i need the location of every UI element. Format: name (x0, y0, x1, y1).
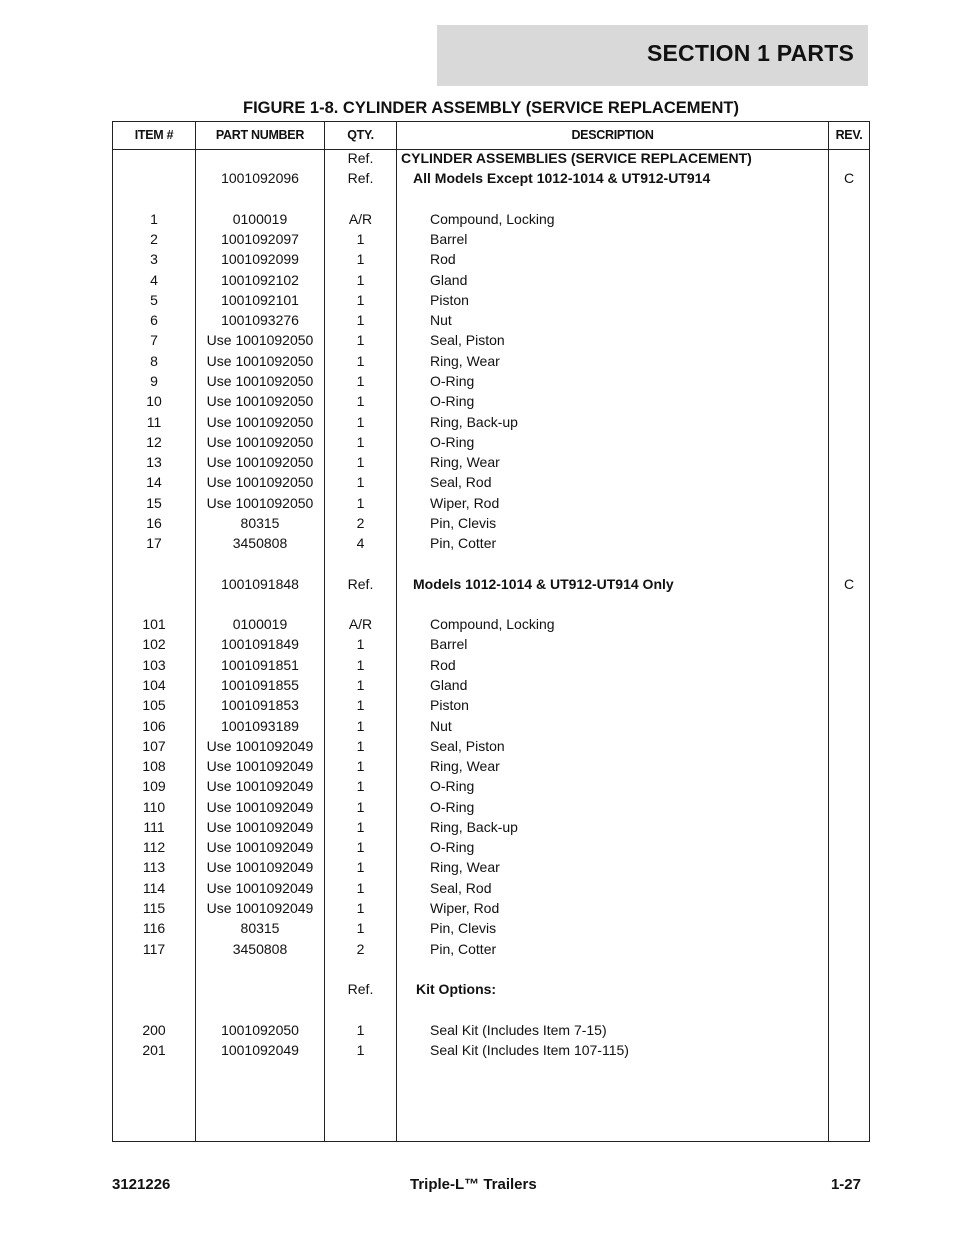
table-row (113, 412, 869, 432)
header-qty: QTY. (347, 128, 374, 142)
header-description: DESCRIPTION (571, 128, 654, 142)
part-number: Use 1001092050 (206, 433, 314, 450)
description: Nut (430, 312, 452, 329)
part-number: Use 1001092050 (206, 352, 314, 369)
description: O-Ring (430, 433, 475, 450)
item-number: 10 (146, 393, 162, 410)
part-number: Use 1001092050 (206, 372, 314, 389)
description: Ring, Wear (430, 454, 500, 471)
item-number: 6 (150, 312, 158, 329)
description: Nut (430, 717, 452, 734)
table-row (113, 614, 869, 634)
table-row (113, 330, 869, 350)
table-row (113, 513, 869, 533)
description: Ring, Back-up (430, 818, 518, 835)
item-number: 105 (142, 697, 166, 714)
description: Models 1012-1014 & UT912-UT914 Only (413, 575, 674, 592)
quantity: Ref. (347, 575, 374, 592)
quantity: 1 (356, 656, 365, 673)
table-row (113, 878, 869, 898)
item-number: 201 (142, 1041, 166, 1058)
part-number: 1001093189 (221, 717, 299, 734)
description: O-Ring (430, 372, 475, 389)
item-number: 16 (146, 514, 162, 531)
description: Seal Kit (Includes Item 107-115) (430, 1041, 629, 1058)
quantity: 1 (356, 818, 365, 835)
quantity: 1 (356, 271, 365, 288)
description: O-Ring (430, 839, 475, 856)
table-row (113, 351, 869, 371)
quantity: 4 (356, 535, 365, 552)
part-number: Use 1001092049 (206, 778, 314, 795)
description: Piston (430, 291, 469, 308)
part-number: 1001092102 (221, 271, 299, 288)
quantity: Ref. (347, 150, 374, 166)
description: O-Ring (430, 798, 475, 815)
item-number: 101 (142, 616, 166, 633)
part-number: 1001091849 (221, 636, 299, 653)
description: Gland (430, 271, 468, 288)
part-number: Use 1001092050 (206, 494, 314, 511)
description: Ring, Wear (430, 758, 500, 775)
quantity: 1 (356, 332, 365, 349)
item-number: 103 (142, 656, 166, 673)
item-number: 107 (142, 737, 166, 754)
quantity: 1 (356, 1041, 365, 1058)
footer-product: Triple-L™ Trailers (410, 1176, 537, 1193)
description: Kit Options: (416, 981, 497, 998)
part-number: 1001092096 (221, 170, 299, 187)
table-row (113, 452, 869, 472)
table-row (113, 472, 869, 492)
parts-table (112, 121, 870, 1142)
section-title: SECTION 1 PARTS (646, 40, 854, 66)
table-row (113, 634, 869, 654)
part-number: Use 1001092050 (206, 413, 314, 430)
description: Ring, Wear (430, 352, 500, 369)
quantity: 1 (356, 231, 365, 248)
quantity: 1 (356, 859, 365, 876)
item-number: 14 (146, 474, 162, 491)
quantity: A/R (348, 616, 373, 633)
item-number: 113 (142, 859, 166, 876)
item-number: 200 (142, 1021, 166, 1038)
table-row (113, 756, 869, 776)
table-row (113, 655, 869, 675)
table-row (113, 229, 869, 249)
part-number: 1001091848 (221, 575, 299, 592)
quantity: 1 (356, 758, 365, 775)
table-row (113, 695, 869, 715)
item-number: 7 (150, 332, 158, 349)
part-number: 1001092099 (221, 251, 299, 268)
part-number: 1001092050 (221, 1021, 299, 1038)
item-number: 8 (150, 352, 158, 369)
description: Seal, Rod (430, 474, 492, 491)
item-number: 112 (142, 839, 166, 856)
description: CYLINDER ASSEMBLIES (SERVICE REPLACEMENT) (401, 150, 752, 166)
quantity: 1 (356, 899, 365, 916)
table-row (113, 249, 869, 269)
revision: C (843, 575, 855, 592)
item-number: 111 (143, 818, 165, 835)
figure-title: FIGURE 1-8. CYLINDER ASSEMBLY (SERVICE REPLACEMENT) (243, 99, 739, 117)
quantity: 1 (356, 737, 365, 754)
description: Ring, Back-up (430, 413, 518, 430)
quantity: 1 (356, 474, 365, 491)
description: O-Ring (430, 393, 475, 410)
item-number: 12 (146, 433, 162, 450)
part-number: 1001093276 (221, 312, 299, 329)
quantity: 2 (356, 514, 365, 531)
item-number: 117 (142, 940, 166, 957)
quantity: 1 (356, 251, 365, 268)
table-row (113, 493, 869, 513)
header-part-number: PART NUMBER (215, 128, 305, 142)
quantity: 1 (356, 433, 365, 450)
quantity: 1 (356, 920, 365, 937)
part-number: Use 1001092049 (206, 798, 314, 815)
header-item: ITEM # (134, 128, 174, 142)
part-number: 80315 (240, 514, 280, 531)
quantity: 1 (356, 393, 365, 410)
description: Pin, Clevis (430, 514, 497, 531)
description: Rod (430, 251, 456, 268)
quantity: 1 (356, 839, 365, 856)
quantity: 1 (356, 372, 365, 389)
description: Gland (430, 677, 468, 694)
table-row (113, 817, 869, 837)
item-number: 108 (142, 758, 166, 775)
quantity: 1 (356, 454, 365, 471)
part-number: Use 1001092050 (206, 393, 314, 410)
quantity: 1 (356, 291, 365, 308)
description: Seal, Piston (430, 332, 505, 349)
part-number: Use 1001092049 (206, 859, 314, 876)
quantity: A/R (348, 210, 373, 227)
table-row (113, 837, 869, 857)
quantity: 1 (356, 778, 365, 795)
table-row (113, 168, 869, 188)
part-number: Use 1001092049 (206, 737, 314, 754)
quantity: 1 (356, 677, 365, 694)
table-row (113, 675, 869, 695)
part-number: Use 1001092049 (206, 758, 314, 775)
part-number: 1001091853 (221, 697, 299, 714)
part-number: Use 1001092050 (206, 454, 314, 471)
description: All Models Except 1012-1014 & UT912-UT914 (413, 170, 711, 187)
revision: C (843, 170, 855, 187)
quantity: Ref. (347, 170, 374, 187)
table-row (113, 776, 869, 796)
table-row (113, 918, 869, 938)
quantity: 1 (356, 717, 365, 734)
item-number: 15 (146, 494, 162, 511)
part-number: Use 1001092050 (206, 474, 314, 491)
item-number: 13 (146, 454, 162, 471)
description: Wiper, Rod (430, 494, 500, 511)
item-number: 115 (142, 899, 166, 916)
description: Rod (430, 656, 456, 673)
part-number: 3450808 (232, 940, 288, 957)
part-number: Use 1001092049 (206, 879, 314, 896)
table-row (113, 270, 869, 290)
description: Compound, Locking (430, 616, 555, 633)
part-number: 80315 (240, 920, 280, 937)
part-number: Use 1001092050 (206, 332, 314, 349)
part-number: 0100019 (232, 616, 288, 633)
description: Pin, Cotter (430, 535, 497, 552)
quantity: 1 (356, 879, 365, 896)
table-row (113, 898, 869, 918)
item-number: 17 (146, 535, 162, 552)
table-row (113, 290, 869, 310)
table-row (113, 209, 869, 229)
quantity: 1 (356, 636, 365, 653)
section-banner (437, 25, 868, 86)
item-number: 116 (142, 920, 166, 937)
table-row (113, 979, 869, 999)
table-row (113, 391, 869, 411)
quantity: 1 (356, 798, 365, 815)
part-number: 1001092101 (221, 291, 299, 308)
table-row (113, 736, 869, 756)
item-number: 110 (142, 798, 166, 815)
table-row (113, 533, 869, 553)
item-number: 2 (150, 231, 158, 248)
part-number: 0100019 (232, 210, 288, 227)
item-number: 109 (142, 778, 166, 795)
part-number: 1001091855 (221, 677, 299, 694)
part-number: Use 1001092049 (206, 818, 314, 835)
table-row (113, 310, 869, 330)
quantity: 1 (356, 352, 365, 369)
table-row (113, 797, 869, 817)
quantity: 1 (356, 312, 365, 329)
table-row (113, 716, 869, 736)
item-number: 9 (150, 372, 158, 389)
item-number: 3 (150, 251, 158, 268)
table-row (113, 432, 869, 452)
quantity: 1 (356, 697, 365, 714)
description: Pin, Cotter (430, 940, 497, 957)
description: Wiper, Rod (430, 899, 500, 916)
description: Barrel (430, 231, 468, 248)
item-number: 4 (150, 271, 158, 288)
description: Seal, Piston (430, 737, 505, 754)
quantity: 1 (356, 1021, 365, 1038)
description: Piston (430, 697, 469, 714)
item-number: 102 (142, 636, 166, 653)
description: Seal Kit (Includes Item 7-15) (430, 1021, 607, 1038)
item-number: 104 (142, 677, 166, 694)
part-number: 1001091851 (221, 656, 299, 673)
description: Compound, Locking (430, 210, 555, 227)
item-number: 5 (150, 291, 158, 308)
part-number: 3450808 (232, 535, 288, 552)
description: Seal, Rod (430, 879, 492, 896)
header-rev: REV. (835, 128, 863, 142)
quantity: 1 (356, 413, 365, 430)
table-row (113, 574, 869, 594)
part-number: Use 1001092049 (206, 839, 314, 856)
quantity: 2 (356, 940, 365, 957)
table-row (113, 371, 869, 391)
table-row (113, 148, 869, 168)
description: Barrel (430, 636, 468, 653)
table-row (113, 1040, 869, 1060)
quantity: 1 (356, 494, 365, 511)
table-row (113, 1020, 869, 1040)
item-number: 1 (150, 210, 158, 227)
part-number: 1001092097 (221, 231, 299, 248)
description: O-Ring (430, 778, 475, 795)
footer-doc-number: 3121226 (112, 1176, 171, 1193)
description: Pin, Clevis (430, 920, 497, 937)
table-row (113, 857, 869, 877)
footer-page-number: 1-27 (830, 1176, 861, 1193)
part-number: 1001092049 (221, 1041, 299, 1058)
item-number: 11 (146, 413, 162, 430)
table-row (113, 939, 869, 959)
item-number: 114 (142, 879, 166, 896)
item-number: 106 (142, 717, 166, 734)
quantity: Ref. (347, 981, 374, 998)
part-number: Use 1001092049 (206, 899, 314, 916)
description: Ring, Wear (430, 859, 500, 876)
